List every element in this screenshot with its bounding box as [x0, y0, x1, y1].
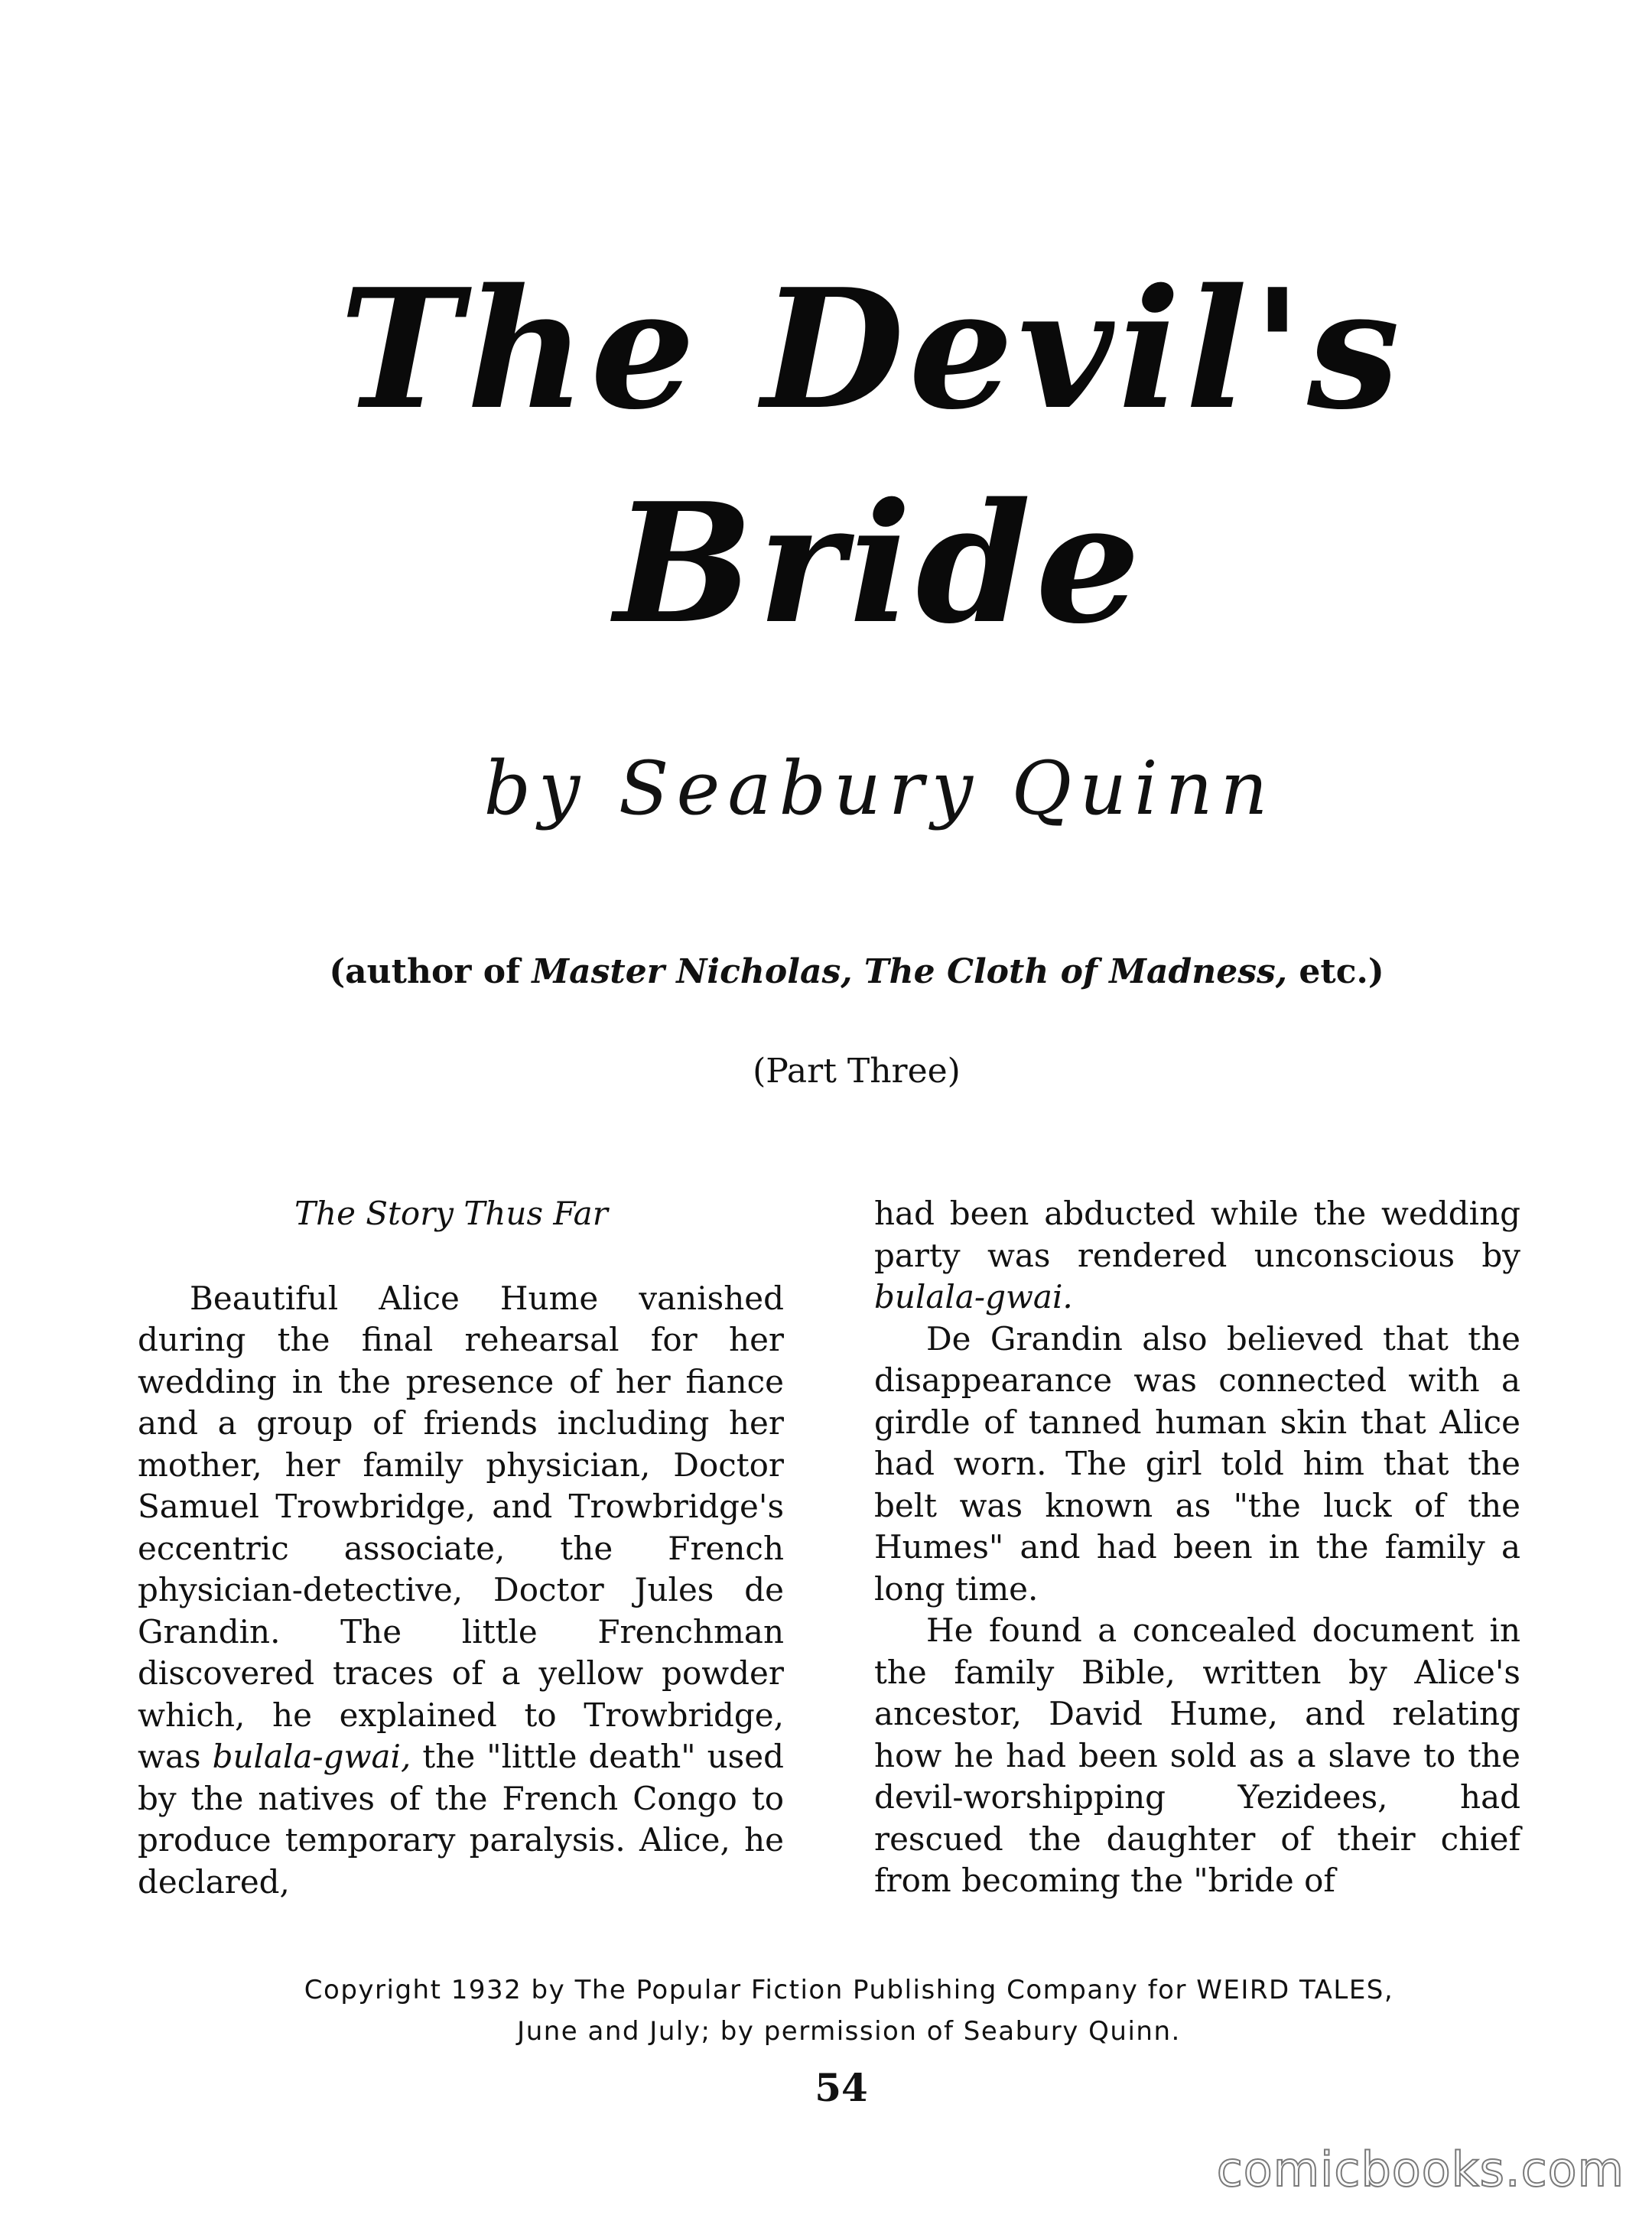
italic-term: bulala-gwai, [212, 1738, 411, 1775]
synopsis-paragraph: De Grandin also believed that the disappearance was connected with a girdle of tanned human skin that Alice had worn. The girl told him that the belt was known as "the luck of the Humes" and had been in the family a long time. [874, 1319, 1520, 1608]
left-column [138, 1193, 784, 1903]
continued-paragraph [874, 1193, 1520, 1319]
synopsis-paragraph [138, 1278, 784, 1904]
author-byline: by Seabury Quinn [483, 746, 1276, 831]
author-note-prefix: (author of [329, 952, 532, 991]
paragraph-text: Beautiful Alice Hume vanished during the final rehearsal for her wedding in the presence of her fiance and a group of friends including her mother, her family physician, Doctor Samuel Trowbridge, and Trowbridge's eccentric associate, the French physician-detective, Doctor Jules de Grandin. The little Frenchman discovered traces of a yellow powder which, he explained to Trowbridge, was [138, 1279, 784, 1775]
right-column [874, 1193, 1520, 1902]
italic-term: bulala-gwai. [874, 1278, 1073, 1316]
page-number: 54 [815, 2065, 868, 2110]
author-note-works: Master Nicholas, The Cloth of Madness, [532, 952, 1288, 991]
copyright-notice [0, 1969, 1652, 2052]
paragraph-text: the "little death" used by the natives of the French Congo to produce temporary paralysis. Alice, he declared, [138, 1738, 784, 1901]
synopsis-heading: The Story Thus Far [294, 1195, 608, 1232]
watermark-logo: comicbooks.com [1216, 2142, 1624, 2197]
author-note [0, 952, 1652, 991]
author-note-suffix: etc.) [1287, 952, 1384, 991]
story-title-line-1: The Devil's [339, 252, 1405, 446]
part-label: (Part Three) [753, 1052, 961, 1091]
copyright-line-1: Copyright 1932 by The Popular Fiction Publishing Company for WEIRD TALES, [304, 1975, 1394, 2005]
story-title-line-2: Bride [614, 467, 1145, 660]
paragraph-text: had been abducted while the wedding party was rendered unconscious by [874, 1195, 1520, 1274]
synopsis-paragraph: He found a concealed document in the family Bible, written by Alice's ancestor, David Hume, and relating how he had been sold as a slave to the devil-worshipping Yezidees, had rescued the daughter of their chief from becoming the "bride of [874, 1611, 1520, 1899]
copyright-line-2: June and July; by permission of Seabury Quinn. [517, 2016, 1181, 2047]
